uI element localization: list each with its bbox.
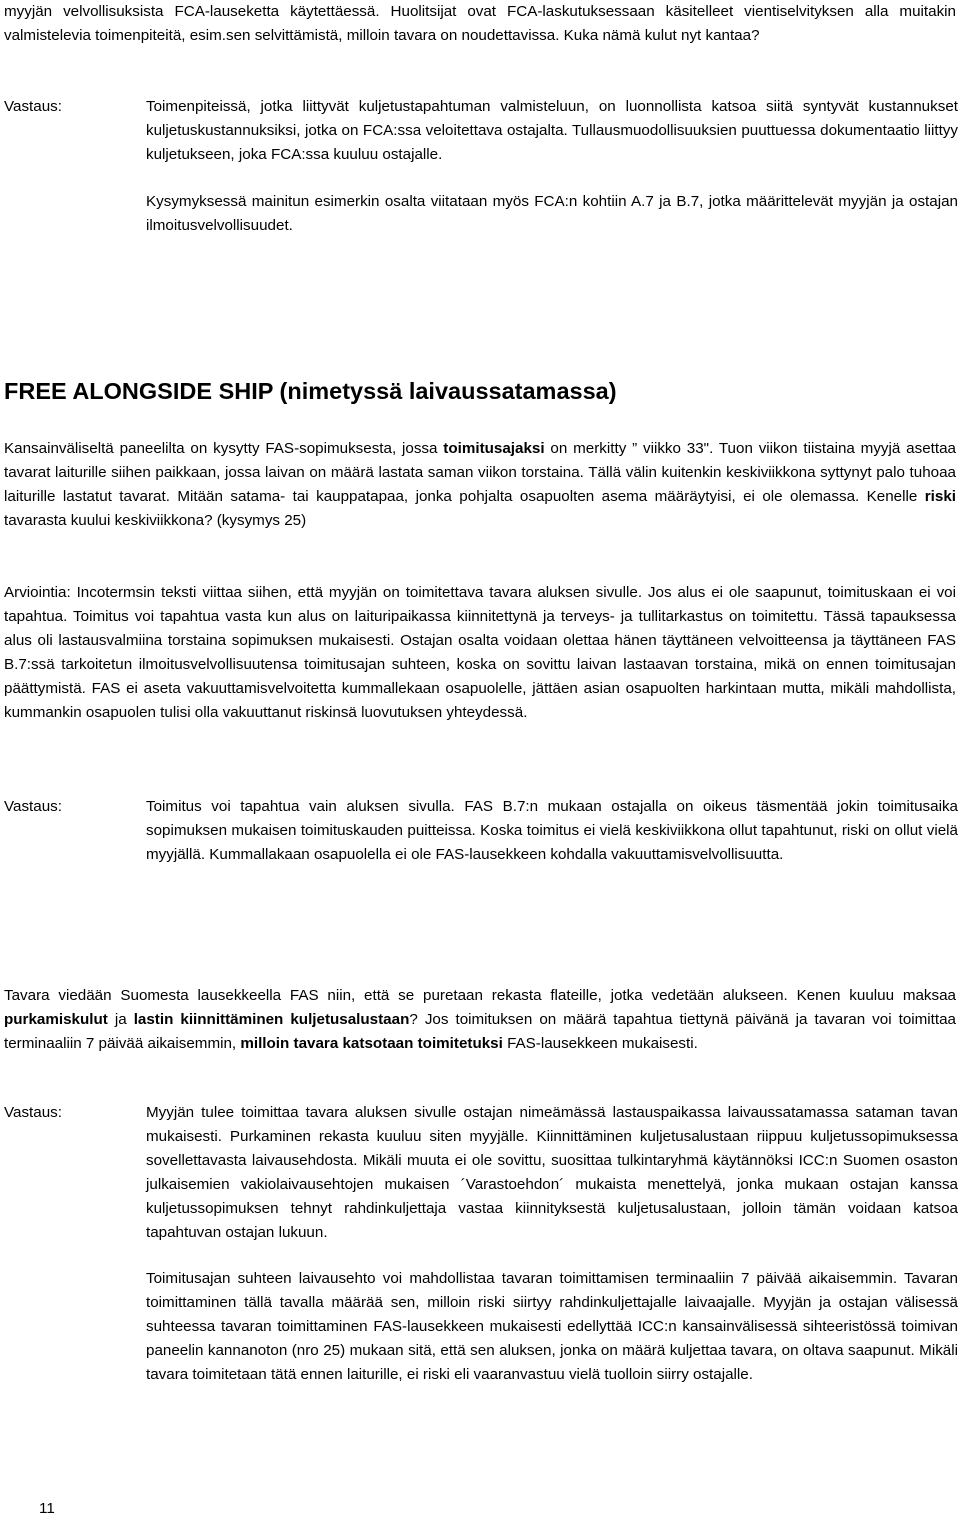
page-number: 11: [39, 1500, 55, 1517]
question-paragraph-fas-2: [4, 984, 956, 1056]
answer-paragraph: Myyjän tulee toimittaa tavara aluksen sivulle ostajan nimeämässä lastauspaikassa laivaussatamassa sataman tavan mukaisesti. Purkaminen rekasta kuuluu siten myyjälle. Kiinnittäminen kuljetusalustaan riippuu kuljetussopimuksessa sovellettavasta laivausehdosta. Mikäli muuta ei ole sovittu, suosittaa tulkintaryhmä käytännöksi ICC:n Suomen osaston julkaisemien vakiolaivausehtojen mukaisen ´Varastoehdon´ mukaista menettelyä, jonka mukaan ostajan kanssa kuljetussopimuksen tehnyt rahdinkuljettaja vastaa kiinnityksestä kuljetusalustaan, jolloin tämän voidaan katsoa tapahtuvan ostajan lukuun.: [146, 1104, 958, 1241]
question-text: Kansainväliseltä paneelilta on kysytty FAS-sopimuksesta, jossa toimitusajaksi on merkitty ” viikko 33". Tuon viikon tiistaina myyjä asettaa tavarat laiturille siihen paikkaan, jossa laivan on määrä lastata saman viikon torstaina. Tällä välin kuitenkin keskiviikkona syttynyt palo tuhoaa laiturille lastatut tavarat. Mitään satama- tai kauppatapaa, jonka pohjalta osapuolten asema määräytyisi, ei ole olemassa. Kenelle riski tavarasta kuului keskiviikkona? (kysymys 25): [4, 440, 956, 529]
answer-block-3: [4, 1101, 956, 1461]
answer-paragraph: Toimitusajan suhteen laivausehto voi mahdollistaa tavaran toimittamisen terminaaliin 7 päivää aikaisemmin. Tavaran toimittaminen tällä tavalla määrää sen, milloin riski siirtyy rahdinkuljettajalle laivaajalle. Myyjän ja ostajan välisessä suhteessa tavaran toimittaminen FAS-lausekkeen mukaisesti edellyttää ICC:n kansainvälisessä sihteeristössä toimivan paneelin kannanoton (nro 25) mukaan sitä, että sen aluksen, jonka on määrä kuljettaa tavara, on oltava saapunut. Mikäli tavara toimitetaan tätä ennen laiturille, ei riski eli vaaranvastuu vielä tuolloin siirry ostajalle.: [146, 1270, 958, 1384]
intro-text: myyjän velvollisuksista FCA-lauseketta käytettäessä. Huolitsijat ovat FCA-laskutuksessaan käsitelleet vientiselvityksen alla muitakin valmistelevia toimenpiteitä, esim.sen selvittämistä, milloin tavara on noudettavissa. Kuka nämä kulut nyt kantaa?: [4, 3, 956, 44]
assessment-text: Arviointia: Incotermsin teksti viittaa siihen, että myyjän on toimitettava tavara aluksen sivulle. Jos alus ei ole saapunut, toimituskaan ei voi tapahtua. Toimitus voi tapahtua vasta kun alus on laituripaikassa kiinnitettynä ja terveys- ja tullitarkastus on toimitettu. Tässä tapauksessa alus oli lastausvalmiina torstaina sopimuksen mukaisesti. Ostajan osalta voidaan olettaa hänen täyttäneen velvoitteensa ja täyttäneen FAS B.7:ssä tarkoitetun ilmoitusvelvollisuutensa toimitusajan suhteen, koska on sovittu laivan lastaavan torstaina, mikä on ennen toimitusajan päättymistä. FAS ei aseta vakuuttamisvelvoitetta kummallekaan osapuolelle, jättäen asian osapuolten harkintaan mutta, mikäli mahdollista, kummankin osapuolen tulisi olla vakuuttanut riskinsä luovutuksen yhteydessä.: [4, 584, 956, 721]
answer-paragraph: Toimitus voi tapahtua vain aluksen sivulla. FAS B.7:n mukaan ostajalla on oikeus täsmentää jokin toimitusaika sopimuksen mukaisen toimituskauden puitteissa. Koska toimitus ei vielä keskiviikkona ollut tapahtunut, riski on ollut vielä myyjällä. Kummallakaan osapuolella ei ole FAS-lausekkeen kohdalla vakuuttamisvelvollisuutta.: [146, 798, 958, 863]
answer-body: [146, 95, 958, 238]
answer-body: [146, 1101, 958, 1387]
answer-paragraph: Toimenpiteissä, jotka liittyvät kuljetustapahtuman valmisteluun, on luonnollista katsoa siitä syntyvät kustannukset kuljetuskustannuksiksi, jotka on FCA:ssa veloitettava ostajalta. Tullausmuodollisuuksien puuttuessa dokumentaatio liittyy kuljetukseen, joka FCA:ssa kuuluu ostajalle.: [146, 98, 958, 163]
intro-paragraph: [4, 0, 956, 48]
answer-label: Vastaus:: [4, 98, 62, 115]
question-text: Tavara viedään Suomesta lausekkeella FAS niin, että se puretaan rekasta flateille, jotka vedetään alukseen. Kenen kuuluu maksaa purkamiskulut ja lastin kiinnittäminen kuljetusalustaan? Jos toimituksen on määrä tapahtua tiettynä päivänä ja tavaran voi toimittaa terminaaliin 7 päivää aikaisemmin, milloin tavara katsotaan toimitetuksi FAS-lausekkeen mukaisesti.: [4, 987, 957, 1052]
assessment-paragraph: [4, 581, 956, 724]
answer-block-1: [4, 95, 956, 255]
answer-block-2: [4, 795, 956, 895]
answer-body: [146, 795, 958, 867]
question-paragraph-fas-1: [4, 437, 956, 533]
answer-label: Vastaus:: [4, 798, 62, 815]
answer-paragraph: Kysymyksessä mainitun esimerkin osalta viitataan myös FCA:n kohtiin A.7 ja B.7, jotka määrittelevät myyjän ja ostajan ilmoitusvelvollisuudet.: [146, 192, 958, 234]
answer-label: Vastaus:: [4, 1104, 62, 1121]
section-heading: FREE ALONGSIDE SHIP (nimetyssä laivaussatamassa): [4, 378, 617, 404]
